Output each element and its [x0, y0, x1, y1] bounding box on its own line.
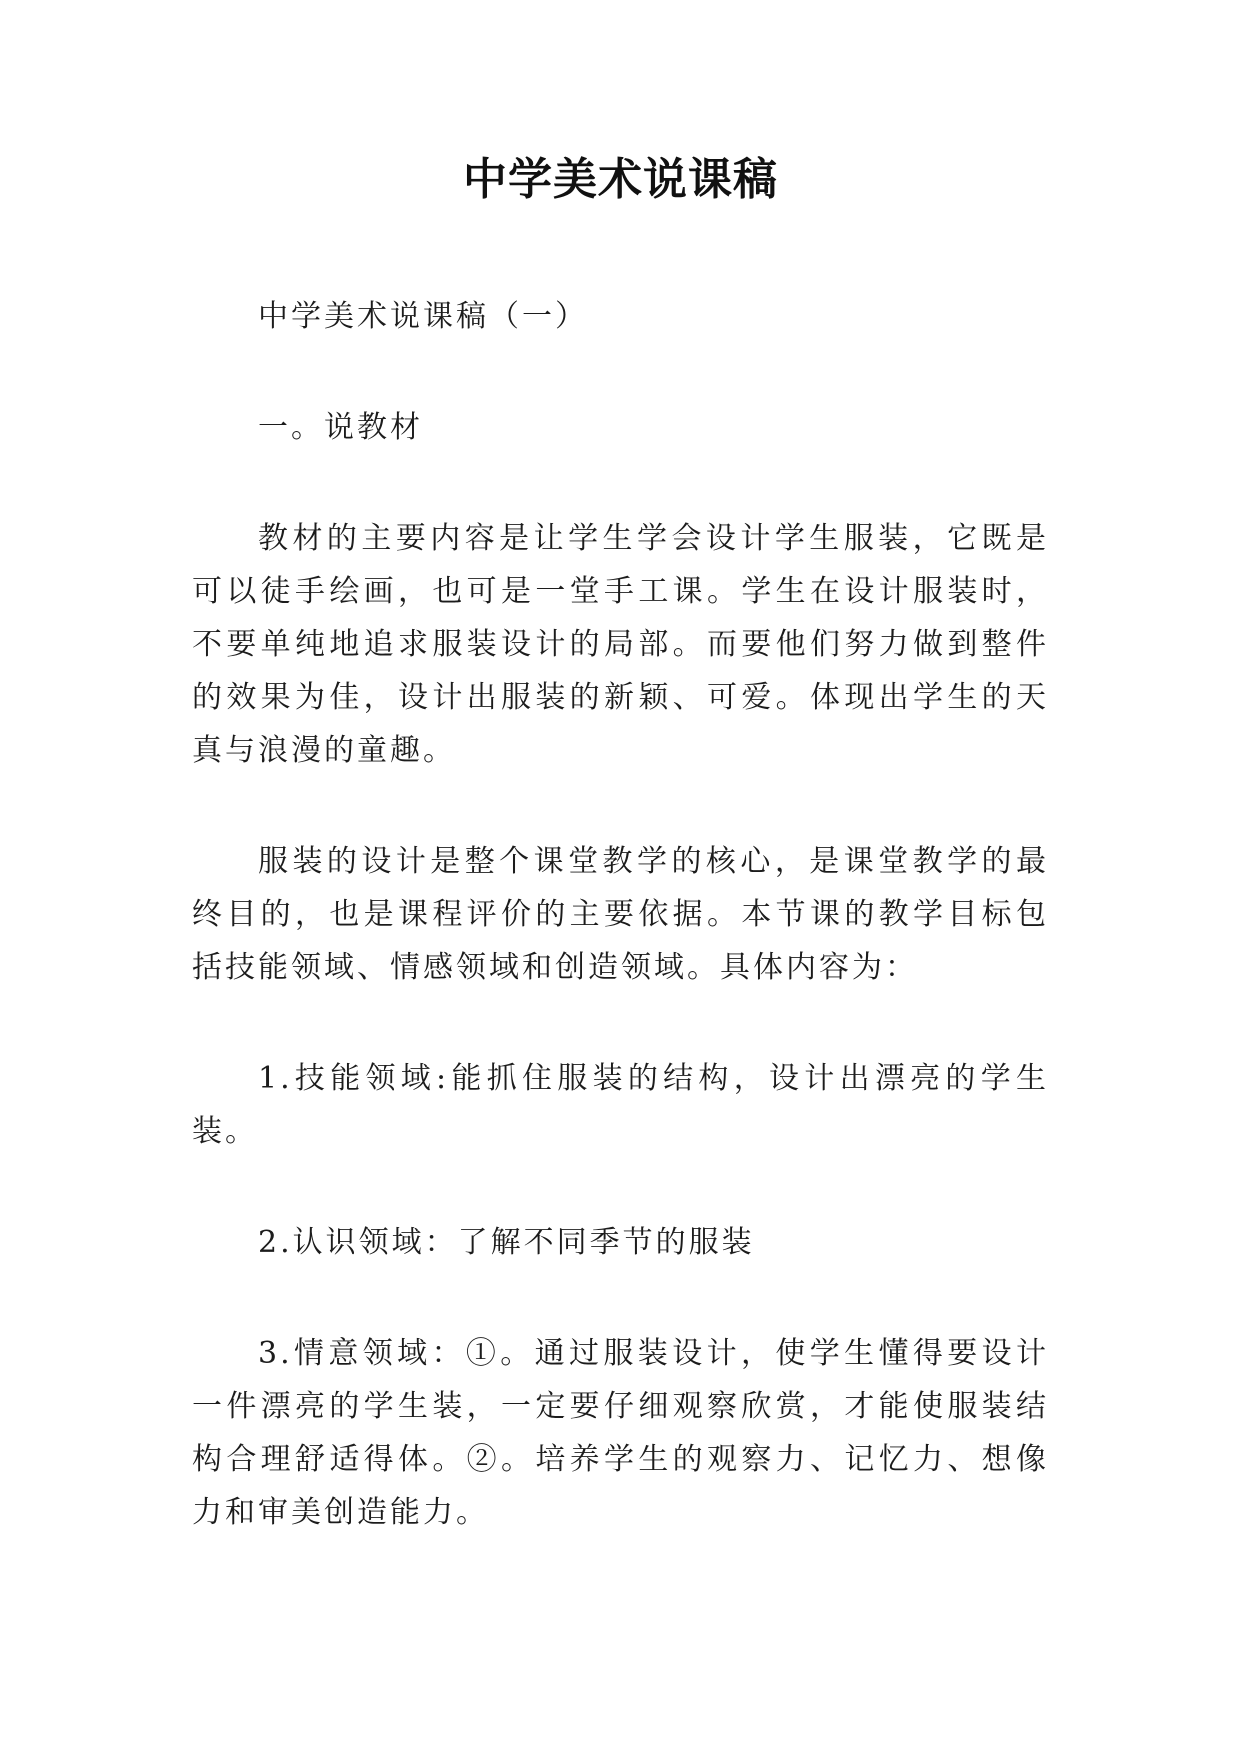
- list-item-affective-domain: 3.情意领域：①。通过服装设计，使学生懂得要设计一件漂亮的学生装，一定要仔细观察欣赏，才能使服装结构合理舒适得体。②。培养学生的观察力、记忆力、想像力和审美创造能力。: [192, 1336, 1049, 1530]
- document-body: [192, 290, 1049, 1597]
- paragraph-teaching-goals: 服装的设计是整个课堂教学的核心，是课堂教学的最终目的，也是课程评价的主要依据。本节课的教学目标包括技能领域、情感领域和创造领域。具体内容为：: [192, 844, 1049, 985]
- section-heading-textbook: 一。说教材: [258, 410, 423, 445]
- list-item-skill-domain: 1.技能领域:能抓住服装的结构，设计出漂亮的学生装。: [192, 1061, 1049, 1149]
- list-item-cognitive-domain: 2.认识领域：了解不同季节的服装: [258, 1225, 755, 1260]
- section-heading-lesson-title: 中学美术说课稿（一）: [258, 299, 588, 334]
- document-title: 中学美术说课稿: [463, 154, 778, 205]
- paragraph-textbook-content: 教材的主要内容是让学生学会设计学生服装，它既是可以徒手绘画，也可是一堂手工课。学生在设计服装时，不要单纯地追求服装设计的局部。而要他们努力做到整件的效果为佳，设计出服装的新颖、可爱。体现出学生的天真与浪漫的童趣。: [192, 521, 1049, 768]
